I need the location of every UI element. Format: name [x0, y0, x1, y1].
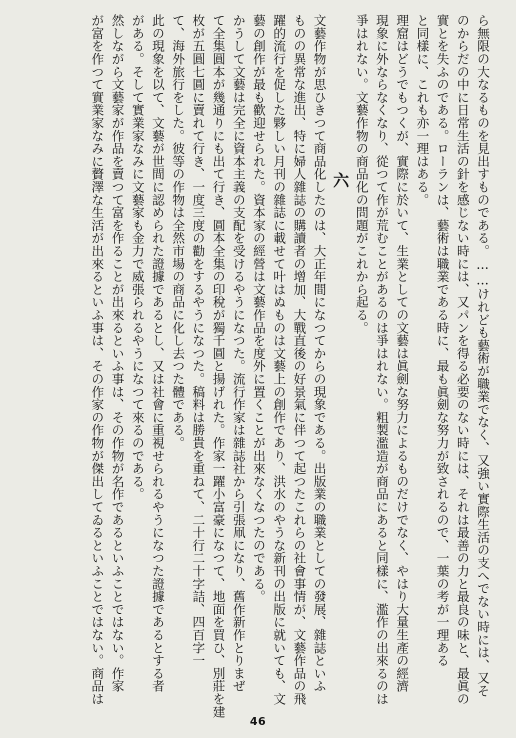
text-line: と同樣に、これも亦一理はある。: [414, 14, 430, 206]
text-line: 爭はれない。文藝作物の商品化の問題がこれから起る。: [353, 14, 369, 334]
text-line: て全集圓本が幾通りにも出て行き、圓本全集の印稅が獨千圓と揚げれた。作家一躍小富豪になつて、地面を買ひ、別莊を建: [210, 14, 226, 718]
text-line: がある。そして實業家なみに文藝家も金力で威張られるやうになつて來るのである。: [129, 14, 145, 501]
text-line: 理窟はどうでもつくが、實際に於いて、生業としての文藝は眞劍な努力によるものだけでなく、やはり大量生產の經濟: [394, 14, 410, 693]
text-line: かうして文藝は完全に資本主義の支配を受けるやうになつた。流行作家は雜誌社から引張凧になり、舊作新作とりまぜ: [230, 14, 246, 693]
text-line: ものの異常な進出、特に婦人雜誌の購讀者の增加、大戰直後の好景氣に伴つて起つたこれらの社會事情が、文藝作品の飛: [291, 14, 307, 706]
text-line: 然しながら文藝家が作品を賣つて富を作ることが出來るといふ事は、その作物が名作であるといふことではない。作家: [109, 14, 125, 693]
text-line: 文藝作物が思ひきつて商品化したのは、大正年間になつてからの現象である。出版業の職業としての發展、雜誌といふ: [311, 14, 327, 693]
page-number: 46: [249, 715, 267, 728]
text-line: が富を作つて實業家なみに贅澤な生活が出來るといふ事は、その作家の作物が傑出してゐるといふことではない。商品は: [89, 14, 105, 706]
vertical-text-body: [86, 14, 492, 718]
text-line: て、海外旅行をした。彼等の作物は全然市場の商品に化し去つた體である。: [170, 14, 186, 450]
text-line: 實とを失ふのである。ローランは、藝術は職業である時に、最も眞劍な努力が致されるので、一葉の考が一理ある: [434, 14, 450, 667]
text-line: ら無限の大なるものを見出すものである。……けれども藝術が職業でなく、又強い實際生活の支へでない時には、又そ: [475, 14, 490, 698]
text-line: 躍的流行を促した夥しい月刊の雜誌に載せて叶はぬものは文藝上の創作であり、洪水のやうな新刊の出版に就いても、文: [271, 14, 287, 706]
text-line: 枚が五圓七圓に賣れて行き、一度三度の勸をするやうになつた。稿料は勝貴を重ねて、二十行二十字詰、四百字一: [190, 14, 206, 667]
section-heading: 六: [330, 172, 350, 189]
text-line: のからだの中に日常生活の針を感じない時には、又パンを得る必要のない時には、それは最善の力と最良の味と、最眞の: [454, 14, 470, 706]
text-line: 現象に外ならなくなり、從つて作が荒むことがあるのは爭はれない。粗製濫造が商品にあると同樣に、濫作の出來るのは: [373, 14, 389, 706]
text-line: 藝の創作が最も歡迎せられた。資本家の經營は文藝作品を度外に置くことが出來なくなつたのである。: [250, 14, 266, 603]
text-line: 此の現象を以て、文藝が世間に認められた證據であるとし、又は社會に重視せられるやうになつた證據であるとする者: [149, 14, 165, 693]
